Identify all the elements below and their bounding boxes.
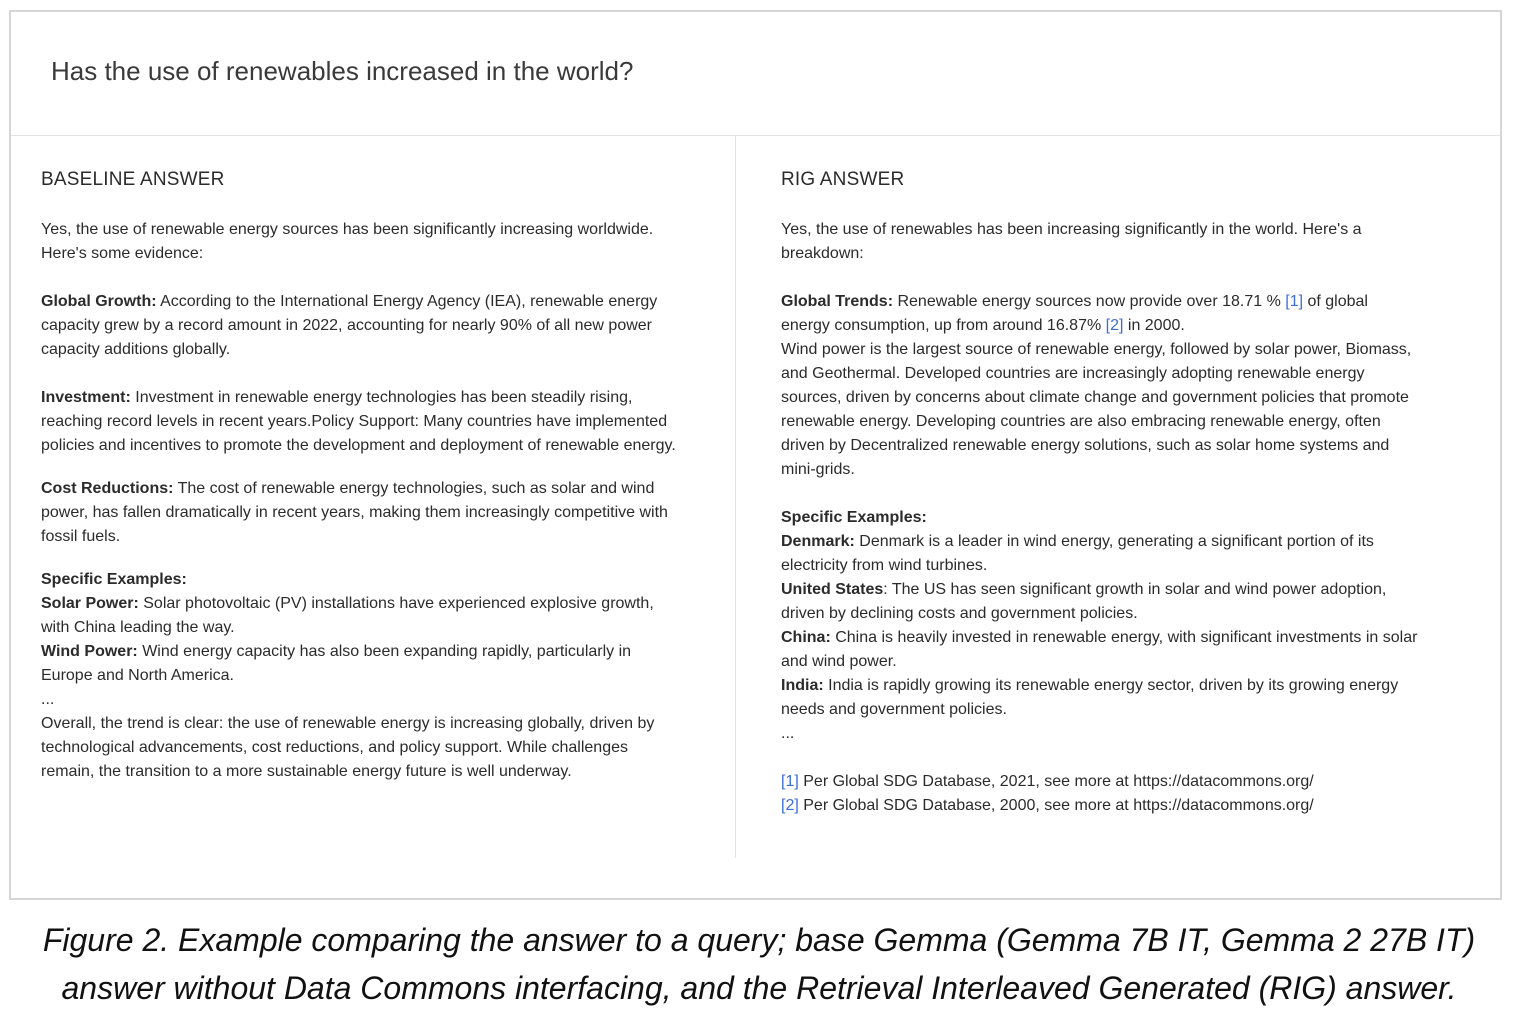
rig-trends-detail: Wind power is the largest source of renewable energy, followed by solar power, Biomass, and Geothermal. Developed countries are increasingly adopting renewable energy sources, driven by concerns about climate change and government policies that promote renewable energy. Developing countries are also embracing renewable energy, often driven by Decentralized renewable energy solutions, such as solar home systems and mini-grids. <box>781 341 1412 478</box>
baseline-intro: Yes, the use of renewable energy sources has been significantly increasing worldwide. Here's some evidence: <box>41 221 654 262</box>
caption-line-1: Figure 2. Example comparing the answer to a query; base Gemma (Gemma 7B IT, Gemma 2 27B IT) <box>42 922 1476 958</box>
investment-label: Investment: <box>41 389 131 406</box>
trends-text-3: in 2000. <box>1123 317 1185 334</box>
baseline-solar <box>41 592 681 640</box>
rig-answer-panel <box>781 168 1421 818</box>
us-label: United States <box>781 581 884 598</box>
footnote-2-ref[interactable]: [2] <box>781 797 799 814</box>
rig-india <box>781 674 1421 722</box>
rig-ellipsis: ... <box>781 725 795 742</box>
investment-text: Investment in renewable energy technologies has been steadily rising, reaching record levels in recent years.Policy Support: Many countries have implemented policies and incentives to promote the development and deployment of renewable energy. <box>41 389 676 454</box>
rig-examples-heading-label: Specific Examples: <box>781 509 927 526</box>
india-text: India is rapidly growing its renewable energy sector, driven by its growing energy needs and government policies. <box>781 677 1399 718</box>
rig-heading: RIG ANSWER <box>781 169 905 190</box>
footnote-1 <box>781 770 1421 794</box>
global-growth-label: Global Growth: <box>41 293 157 310</box>
baseline-global-growth <box>41 290 681 362</box>
examples-heading-label: Specific Examples: <box>41 571 187 588</box>
baseline-examples-heading <box>41 568 681 592</box>
baseline-wind <box>41 640 681 688</box>
figure-caption <box>0 916 1518 1012</box>
india-label: India: <box>781 677 824 694</box>
caption-line-2: answer without Data Commons interfacing, and the Retrieval Interleaved Generated (RIG) answer. <box>61 970 1457 1006</box>
footnote-2 <box>781 794 1421 818</box>
rig-intro: Yes, the use of renewables has been increasing significantly in the world. Here's a breakdown: <box>781 221 1362 262</box>
footnote-1-text: Per Global SDG Database, 2021, see more at https://datacommons.org/ <box>798 773 1314 790</box>
rig-us <box>781 578 1421 626</box>
rig-china <box>781 626 1421 674</box>
global-growth-text: According to the International Energy Agency (IEA), renewable energy capacity grew by a record amount in 2022, accounting for nearly 90% of all new power capacity additions globally. <box>41 293 658 358</box>
figure-frame <box>9 10 1502 900</box>
rig-global-trends <box>781 290 1421 338</box>
wind-label: Wind Power: <box>41 643 138 660</box>
denmark-text: Denmark is a leader in wind energy, generating a significant portion of its electricity from wind turbines. <box>781 533 1374 574</box>
baseline-investment <box>41 386 681 458</box>
cost-label: Cost Reductions: <box>41 480 174 497</box>
baseline-answer-panel <box>41 168 681 784</box>
baseline-cost <box>41 477 681 549</box>
china-label: China: <box>781 629 831 646</box>
citation-link-1[interactable]: [1] <box>1285 293 1304 310</box>
china-text: China is heavily invested in renewable energy, with significant investments in solar and wind power. <box>781 629 1418 670</box>
solar-label: Solar Power: <box>41 595 139 612</box>
trends-text-1: Renewable energy sources now provide over 18.71 % <box>893 293 1286 310</box>
global-trends-label: Global Trends: <box>781 293 894 310</box>
solar-text: Solar photovoltaic (PV) installations have experienced explosive growth, with China leading the way. <box>41 595 654 636</box>
footnote-1-ref[interactable]: [1] <box>781 773 799 790</box>
us-text: : The US has seen significant growth in solar and wind power adoption, driven by declining costs and government policies. <box>781 581 1387 622</box>
denmark-label: Denmark: <box>781 533 855 550</box>
baseline-heading: BASELINE ANSWER <box>41 169 225 190</box>
citation-link-2[interactable]: [2] <box>1105 317 1124 334</box>
baseline-overall: Overall, the trend is clear: the use of renewable energy is increasing globally, driven by technological advancements, cost reductions, and policy support. While challenges remain, the transition to a more sustainable energy future is well underway. <box>41 715 655 780</box>
rig-examples-heading <box>781 506 1421 530</box>
cost-text: The cost of renewable energy technologies, such as solar and wind power, has fallen dramatically in recent years, making them increasingly competitive with fossil fuels. <box>41 480 668 545</box>
header-divider <box>11 135 1500 136</box>
rig-denmark <box>781 530 1421 578</box>
column-divider <box>735 136 736 858</box>
query-text: Has the use of renewables increased in the world? <box>51 56 634 86</box>
footnote-2-text: Per Global SDG Database, 2000, see more at https://datacommons.org/ <box>798 797 1314 814</box>
wind-text: Wind energy capacity has also been expanding rapidly, particularly in Europe and North America. <box>41 643 632 684</box>
baseline-ellipsis: ... <box>41 691 55 708</box>
trends-text-2: of global energy consumption, up from around 16.87% <box>781 293 1368 334</box>
